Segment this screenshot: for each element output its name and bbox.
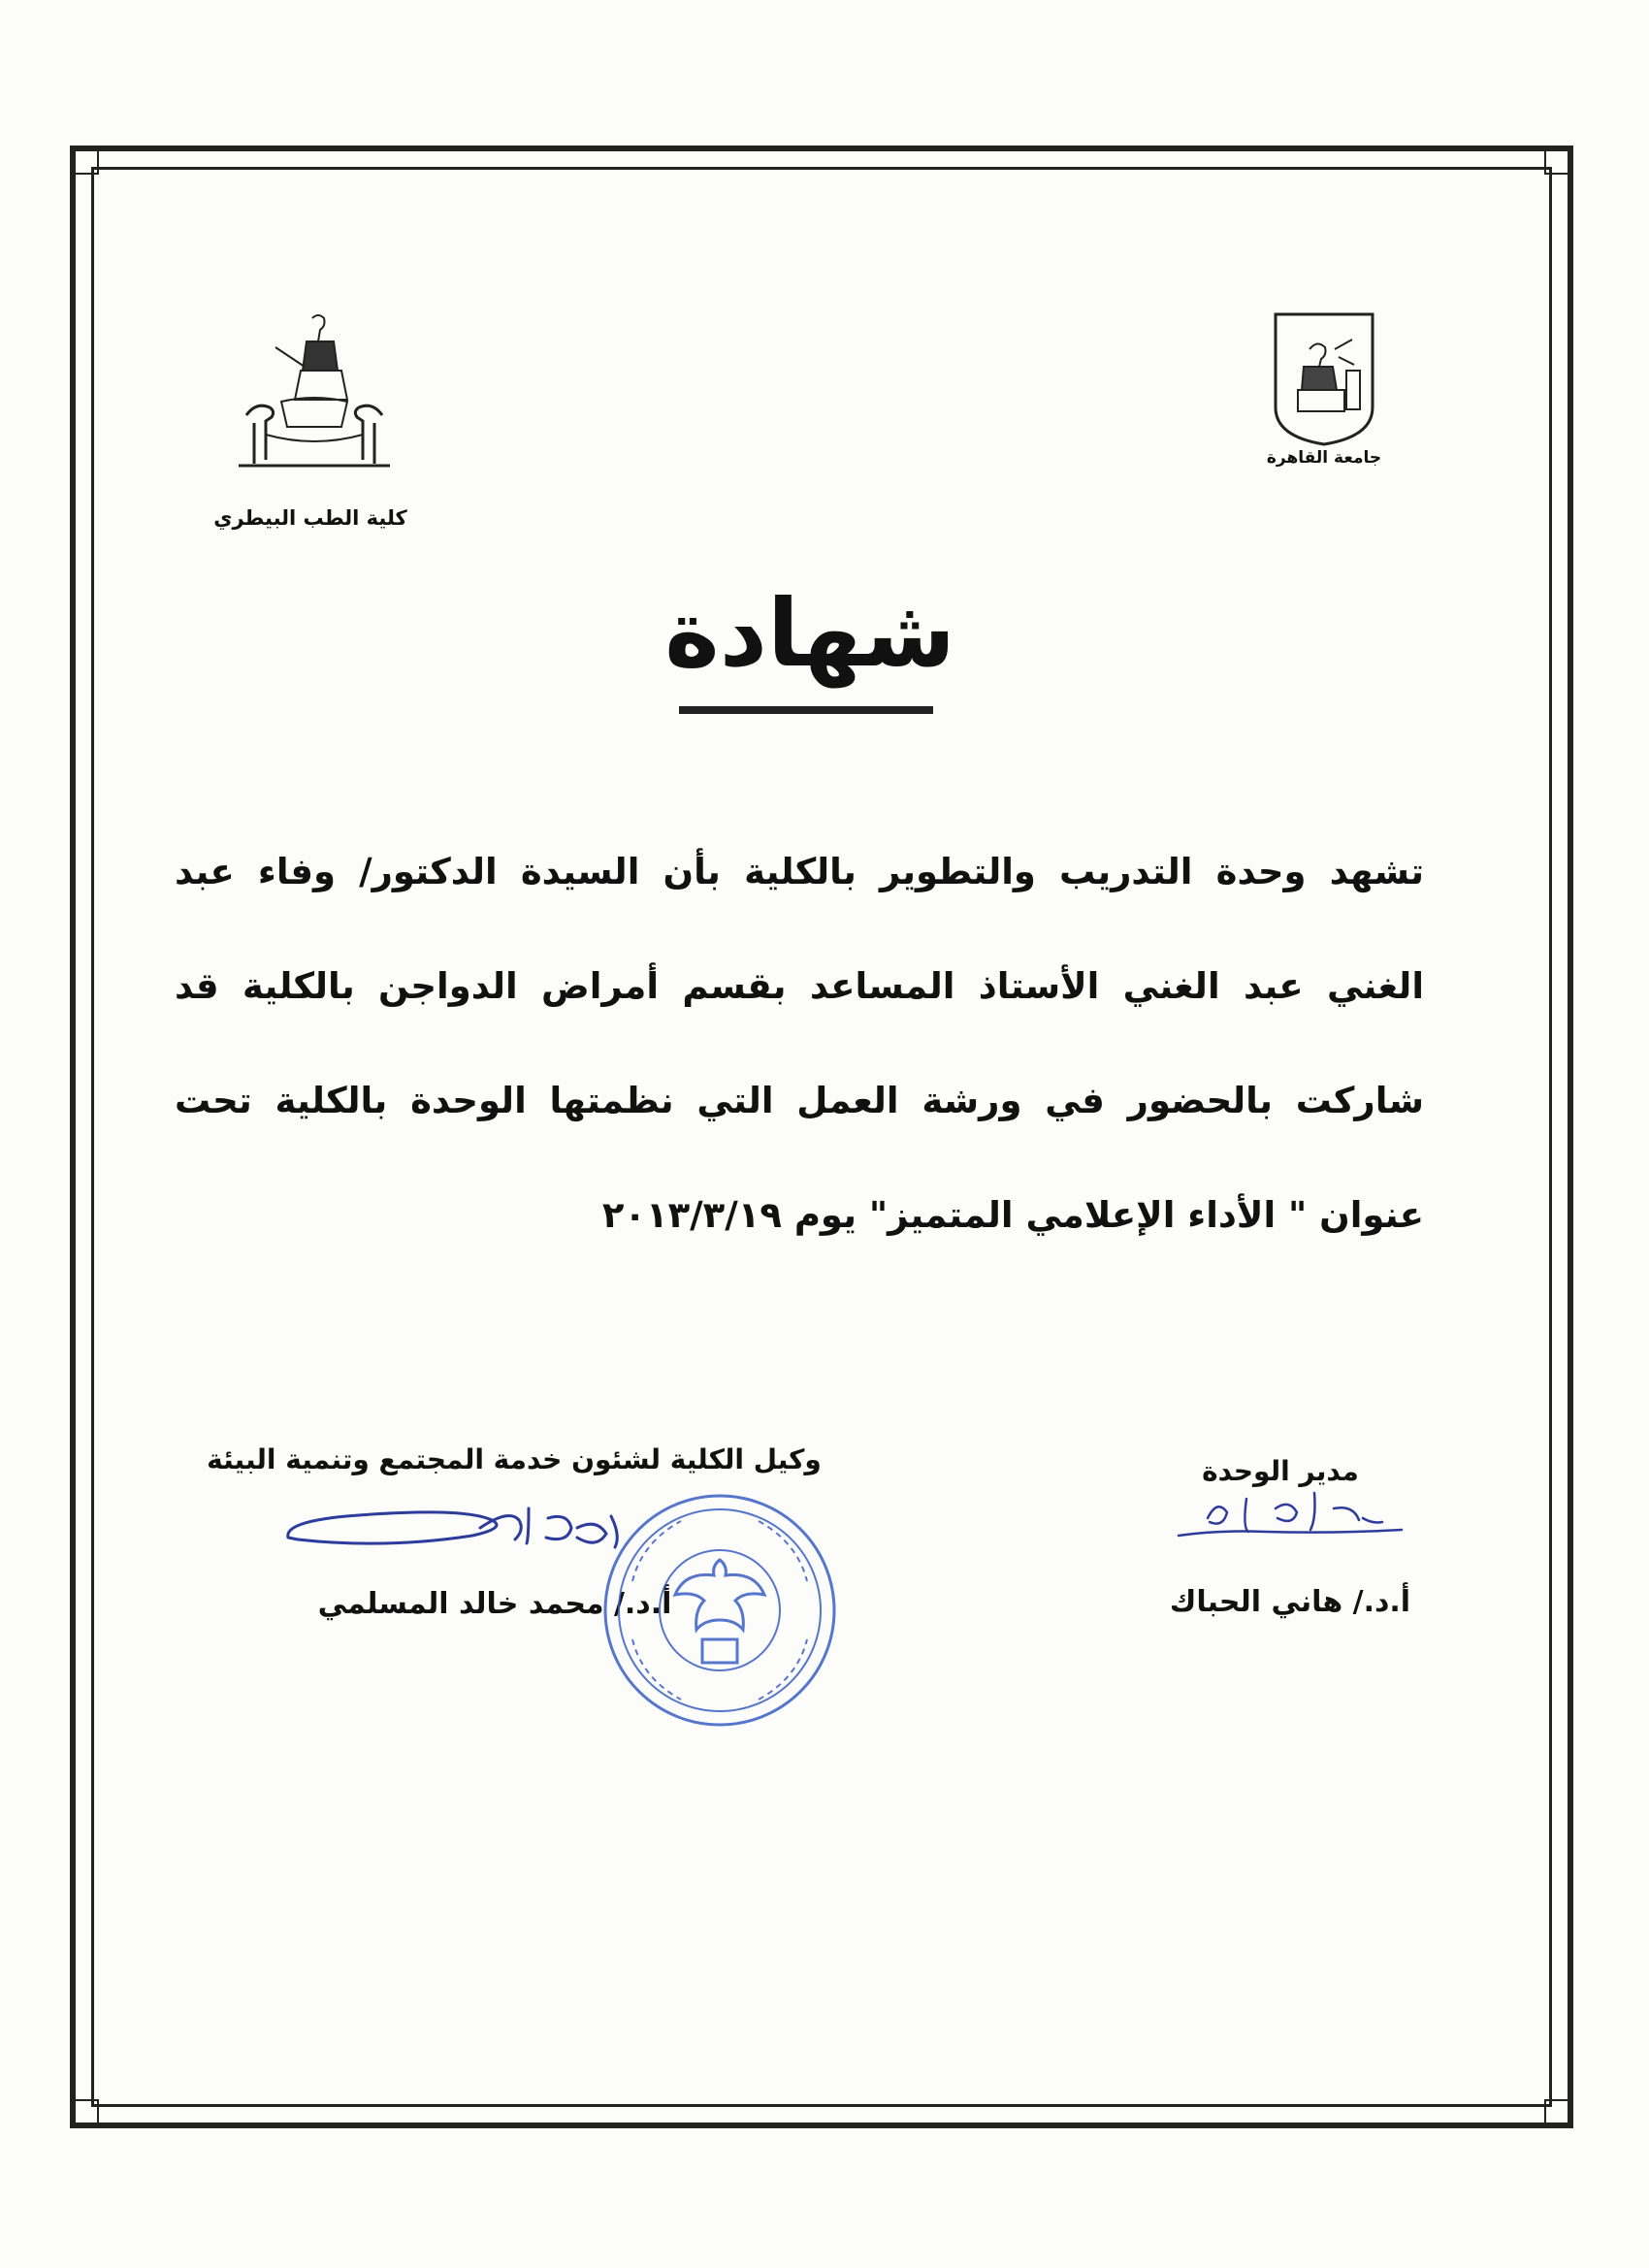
faculty-logo: [237, 308, 392, 469]
unit-director-role: مدير الوحدة: [1202, 1455, 1359, 1487]
unit-director-signature: [1169, 1479, 1411, 1552]
vice-dean-name: أ.د./ محمد خالد المسلمي: [317, 1587, 672, 1621]
border-corner: [74, 2099, 99, 2124]
vice-dean-role: وكيل الكلية لشئون خدمة المجتمع وتنمية البيئة: [207, 1443, 822, 1475]
certificate-title: شهادة: [664, 579, 955, 688]
university-caption: جامعة القاهرة: [1266, 448, 1382, 468]
border-corner: [74, 149, 99, 175]
border-corner: [1544, 149, 1569, 175]
unit-director-name: أ.د./ هاني الحباك: [1169, 1585, 1411, 1619]
vice-dean-signature: [276, 1499, 645, 1567]
title-underline: [679, 706, 933, 714]
official-stamp: [594, 1484, 846, 1736]
border-corner: [1544, 2099, 1569, 2124]
university-logo: [1271, 310, 1377, 446]
certificate-body: تشهد وحدة التدريب والتطوير بالكلية بأن السيدة الدكتور/ وفاء عبد الغني عبد الغني الأستاذ المساعد بقسم أمراض الدواجن بالكلية قد شاركت بالحضور في ورشة العمل التي نظمتها الوحدة بالكلية تحت عنوان " الأداء الإعلامي المتميز" يوم ٢٠١٣/٣/١٩: [175, 851, 1424, 1236]
faculty-caption: كلية الطب البيطري: [213, 506, 407, 530]
